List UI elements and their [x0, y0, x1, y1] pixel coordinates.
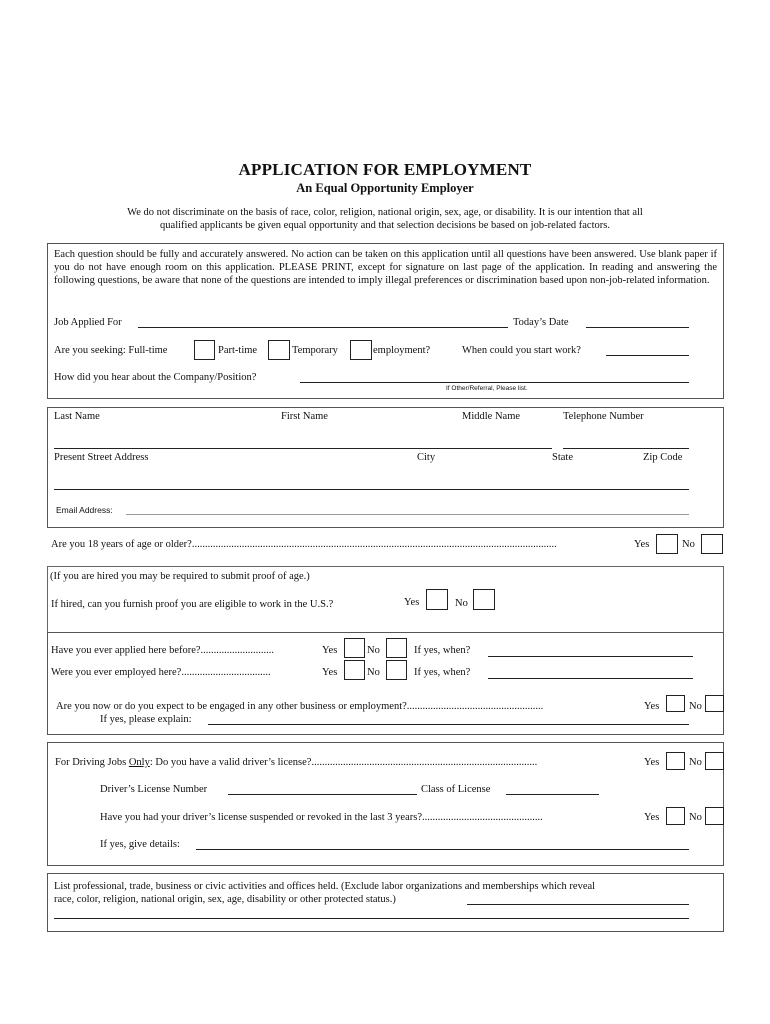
applied-yes-checkbox[interactable] — [344, 638, 365, 658]
eligible-no-label: No — [455, 598, 468, 609]
referral-note: If Other/Referral, Please list. — [446, 385, 528, 392]
employed-yes-checkbox[interactable] — [344, 660, 365, 680]
seeking-label: Are you seeking: Full-time — [54, 345, 168, 356]
other-business-text: Are you now or do you expect to be engaged in any other business or employment? — [56, 701, 407, 712]
hear-about-field[interactable] — [300, 382, 689, 383]
state-label: State — [552, 452, 573, 463]
license-class-label: Class of License — [421, 784, 491, 795]
employed-no-checkbox[interactable] — [386, 660, 407, 680]
start-work-label: When could you start work? — [462, 345, 581, 356]
age-no-checkbox[interactable] — [701, 534, 723, 554]
other-business-yes-label: Yes — [644, 701, 660, 712]
suspended-question-text: Have you had your driver’s license suspended or revoked in the last 3 years? — [100, 812, 422, 823]
activities-line-2: race, color, religion, national origin, sex, age, disability or other protected status.) — [54, 894, 396, 905]
age-question-leader: ........................................................................................................................................... — [191, 539, 557, 550]
part-time-checkbox[interactable] — [268, 340, 290, 360]
telephone-label: Telephone Number — [563, 411, 644, 422]
instructions-text: Each question should be fully and accurately answered. No action can be taken on this application until all questions have been answered. Use blank paper if you do not have enough room on this application. PLEASE PRINT, except for signature on last page of the application. In reading and answering the following questions, be aware that none of the questions are intended to imply illegal preferences or discrimination based upon non-job-related information. — [54, 249, 717, 287]
eligible-yes-label: Yes — [404, 597, 420, 608]
page-subtitle: An Equal Opportunity Employer — [296, 181, 474, 195]
eligibility-right-border — [723, 566, 724, 632]
address-field[interactable] — [54, 489, 689, 490]
full-time-checkbox[interactable] — [194, 340, 215, 360]
employed-yes-label: Yes — [322, 667, 338, 678]
applied-no-label: No — [367, 645, 380, 656]
suspended-no-label: No — [689, 812, 702, 823]
last-name-label: Last Name — [54, 411, 100, 422]
suspended-question — [100, 812, 642, 824]
employed-question: Were you ever employed here?.................................. — [51, 667, 271, 678]
applied-when-field[interactable] — [488, 656, 693, 657]
eligible-no-checkbox[interactable] — [473, 589, 495, 610]
activities-line-1: List professional, trade, business or civic activities and offices held. (Exclude labor organizations and memberships which reveal — [54, 881, 596, 892]
eligibility-left-border — [47, 566, 48, 632]
applied-when-label: If yes, when? — [414, 645, 471, 656]
page-title: APPLICATION FOR EMPLOYMENT — [238, 160, 532, 179]
part-time-label: Part-time — [218, 345, 258, 356]
notice-line-1: We do not discriminate on the basis of race, color, religion, national origin, sex, age, or disability. It is our intention that all — [127, 207, 643, 218]
email-field[interactable] — [126, 514, 689, 515]
license-question-only: Only — [128, 757, 150, 768]
job-applied-field[interactable] — [138, 327, 508, 328]
activities-field-1[interactable] — [467, 904, 689, 905]
other-business-no-label: No — [689, 701, 702, 712]
employed-no-label: No — [367, 667, 380, 678]
license-question-prefix: For Driving Jobs — [55, 757, 129, 768]
hear-about-label: How did you hear about the Company/Position? — [54, 372, 257, 383]
applied-no-checkbox[interactable] — [386, 638, 407, 658]
suspended-no-checkbox[interactable] — [705, 807, 724, 825]
other-business-question — [56, 701, 642, 713]
license-number-field[interactable] — [228, 794, 417, 795]
other-business-leader: .................................................... — [406, 701, 544, 712]
email-label: Email Address: — [56, 505, 113, 515]
employed-when-field[interactable] — [488, 678, 693, 679]
license-yes-label: Yes — [644, 757, 660, 768]
applied-yes-label: Yes — [322, 645, 338, 656]
proof-of-age-note: (If you are hired you may be required to submit proof of age.) — [50, 571, 310, 582]
license-question-leader: ...................................................................................... — [311, 757, 538, 768]
employment-label: employment? — [373, 345, 431, 356]
employed-when-label: If yes, when? — [414, 667, 471, 678]
explain-label: If yes, please explain: — [100, 714, 192, 725]
explain-field[interactable] — [208, 724, 689, 725]
notice-line-2: qualified applicants be given equal opportunity and that selection decisions be based on job-related factors. — [160, 220, 610, 231]
first-name-label: First Name — [281, 411, 328, 422]
suspended-yes-label: Yes — [644, 812, 660, 823]
city-label: City — [417, 452, 436, 463]
license-question — [55, 757, 642, 769]
suspended-question-leader: .............................................. — [422, 812, 543, 823]
todays-date-field[interactable] — [586, 327, 689, 328]
license-no-label: No — [689, 757, 702, 768]
temporary-label: Temporary — [292, 345, 338, 356]
applied-question: Have you ever applied here before?............................ — [51, 645, 275, 656]
personal-section — [47, 407, 724, 528]
zip-label: Zip Code — [643, 452, 683, 463]
suspended-yes-checkbox[interactable] — [666, 807, 685, 825]
eligible-question: If hired, can you furnish proof you are eligible to work in the U.S.? — [51, 599, 334, 610]
eligible-yes-checkbox[interactable] — [426, 589, 448, 610]
license-question-rest: : Do you have a valid driver’s license? — [149, 757, 312, 768]
other-business-yes-checkbox[interactable] — [666, 695, 685, 712]
divider-eligibility — [47, 566, 724, 567]
job-applied-label: Job Applied For — [54, 317, 122, 328]
details-label: If yes, give details: — [100, 839, 180, 850]
street-label: Present Street Address — [54, 452, 149, 463]
license-yes-checkbox[interactable] — [666, 752, 685, 770]
age-question-text: Are you 18 years of age or older? — [51, 539, 192, 550]
todays-date-label: Today’s Date — [513, 317, 569, 328]
telephone-field[interactable] — [563, 448, 689, 449]
temporary-checkbox[interactable] — [350, 340, 372, 360]
age-yes-label: Yes — [634, 539, 650, 550]
license-no-checkbox[interactable] — [705, 752, 724, 770]
name-field[interactable] — [54, 448, 552, 449]
age-no-label: No — [682, 539, 695, 550]
license-class-field[interactable] — [506, 794, 599, 795]
other-business-no-checkbox[interactable] — [705, 695, 724, 712]
age-yes-checkbox[interactable] — [656, 534, 678, 554]
activities-field-2[interactable] — [54, 918, 689, 919]
middle-name-label: Middle Name — [462, 411, 521, 422]
license-number-label: Driver’s License Number — [100, 784, 208, 795]
age-question — [51, 539, 655, 551]
start-work-field[interactable] — [606, 355, 689, 356]
details-field[interactable] — [196, 849, 689, 850]
